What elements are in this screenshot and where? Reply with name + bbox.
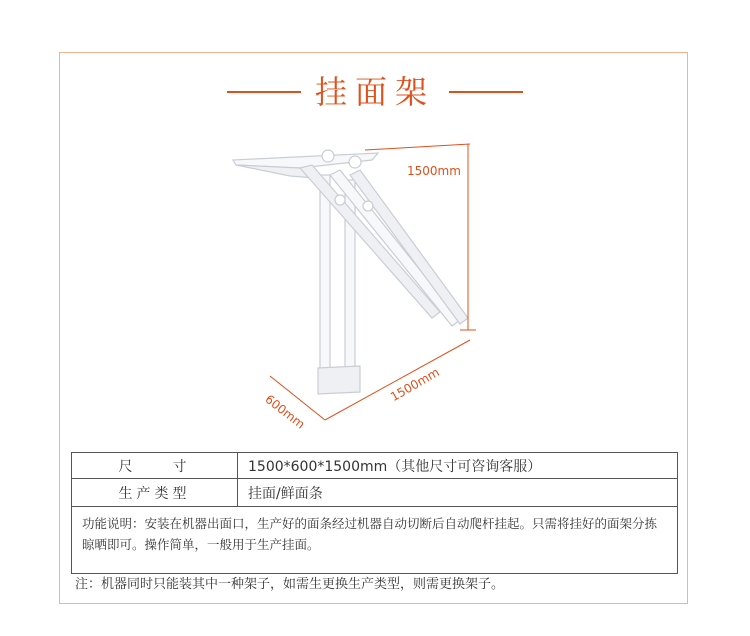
width-dimension: 1500mm (388, 365, 442, 405)
type-label: 生产类型 (72, 479, 238, 507)
table-row (72, 479, 678, 507)
title-left-rule (227, 91, 301, 93)
type-value: 挂面/鲜面条 (238, 479, 678, 507)
size-value: 1500*600*1500mm（其他尺寸可咨询客服） (238, 453, 678, 479)
note-text: 注：机器同时只能装其中一种架子，如需生更换生产类型，则需更换架子。 (75, 577, 505, 592)
depth-dimension: 600mm (262, 392, 308, 432)
table-row (72, 507, 678, 574)
function-description: 功能说明：安装在机器出面口，生产好的面条经过机器自动切断后自动爬杆挂起。只需将挂好的面架分拣晾晒即可。操作简单，一般用于生产挂面。 (72, 507, 678, 574)
table-row (72, 453, 678, 479)
spec-table (71, 452, 678, 574)
rack-drawing (220, 130, 520, 430)
title-row (0, 70, 750, 114)
title-right-rule (449, 91, 523, 93)
page-title: 挂面架 (314, 73, 435, 111)
height-dimension: 1500mm (407, 164, 461, 178)
size-label: 尺 寸 (72, 453, 238, 479)
